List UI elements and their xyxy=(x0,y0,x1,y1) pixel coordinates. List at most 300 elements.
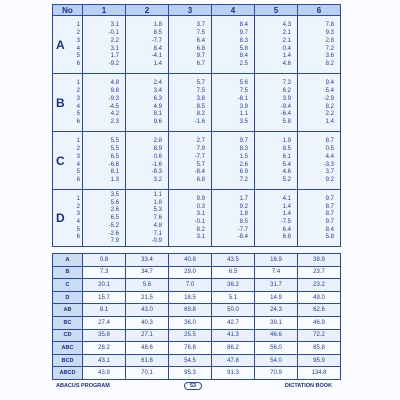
problem-cell xyxy=(126,74,169,132)
dictation-number: 6.5 xyxy=(110,215,119,222)
dictation-number: 3.9 xyxy=(282,95,291,102)
summary-row xyxy=(53,367,341,380)
dictation-number: 1.4 xyxy=(282,211,291,218)
summary-value: 54.5 xyxy=(169,354,212,367)
dictation-number: 7.1 xyxy=(153,230,162,237)
dictation-number: 8.2 xyxy=(325,103,334,110)
dictation-number: 8.5 xyxy=(153,30,162,37)
dictation-number: 5.6 xyxy=(239,80,248,87)
dictation-number: 6.5 xyxy=(110,153,119,160)
summary-label: B xyxy=(53,266,83,279)
dictation-number: 0.5 xyxy=(325,146,334,153)
summary-value: 27.1 xyxy=(126,329,169,342)
summary-value: 35.8 xyxy=(83,329,126,342)
dictation-number: 1.8 xyxy=(153,199,162,206)
question-index: 2 xyxy=(76,88,80,95)
dictation-number: 1.1 xyxy=(239,111,248,118)
dictation-number: 8.2 xyxy=(196,111,205,118)
problem-cell xyxy=(126,190,169,247)
dictation-number: 9.7 xyxy=(239,30,248,37)
question-index: 6 xyxy=(76,176,80,183)
dictation-number: 8.1 xyxy=(153,111,162,118)
dictation-number: 8.5 xyxy=(239,218,248,225)
dictation-number: 9.7 xyxy=(325,218,334,225)
question-index: 6 xyxy=(76,118,80,125)
problem-cell xyxy=(255,190,298,247)
block-label-cell xyxy=(53,132,83,190)
dictation-number: -1.6 xyxy=(151,161,162,168)
dictation-number: 5.3 xyxy=(153,207,162,214)
dictation-number: 9.7 xyxy=(325,195,334,202)
dictation-number: 1.7 xyxy=(110,53,119,60)
dictation-number: 3.8 xyxy=(196,95,205,102)
summary-value: 86.2 xyxy=(212,342,255,355)
dictation-number: 6.1 xyxy=(282,153,291,160)
dictation-number: 4.3 xyxy=(282,22,291,29)
problem-cell xyxy=(212,74,255,132)
dictation-number: 8.5 xyxy=(196,103,205,110)
dictation-number: 3.7 xyxy=(325,169,334,176)
dictation-number: 5.4 xyxy=(282,161,291,168)
dictation-number: 2.4 xyxy=(153,80,162,87)
question-index: 6 xyxy=(76,60,80,67)
summary-value: 62.6 xyxy=(298,304,341,317)
dictation-number: 7.8 xyxy=(325,22,334,29)
dictation-number: 5.5 xyxy=(110,138,119,145)
dictation-number: 9.2 xyxy=(325,176,334,183)
question-index: 1 xyxy=(76,22,80,29)
summary-value: 24.3 xyxy=(255,304,298,317)
dictation-number: 5.2 xyxy=(282,176,291,183)
summary-value: 49.0 xyxy=(298,291,341,304)
header-col-3: 3 xyxy=(169,5,212,16)
question-index: 3 xyxy=(76,211,80,218)
summary-row xyxy=(53,329,341,342)
dictation-number: 9.4 xyxy=(325,80,334,87)
dictation-number: -0.1 xyxy=(194,218,205,225)
dictation-number: 7.5 xyxy=(196,30,205,37)
summary-table xyxy=(52,253,341,380)
dictation-number: 2.5 xyxy=(239,60,248,67)
dictation-number: 3.2 xyxy=(153,176,162,183)
dictation-number: 1.4 xyxy=(282,203,291,210)
question-index: 2 xyxy=(76,30,80,37)
dictation-number: -4.5 xyxy=(108,103,119,110)
dictation-number: 1.4 xyxy=(153,60,162,67)
dictation-number: -8.1 xyxy=(237,95,248,102)
summary-value: 42.7 xyxy=(212,316,255,329)
summary-value: 134.8 xyxy=(298,367,341,380)
problem-cell xyxy=(169,74,212,132)
summary-value: 46.9 xyxy=(298,316,341,329)
dictation-number: 1.8 xyxy=(239,211,248,218)
dictation-number: 1.4 xyxy=(325,118,334,125)
dictation-number: 6.9 xyxy=(239,169,248,176)
dictation-number: 3.1 xyxy=(110,22,119,29)
question-index: 5 xyxy=(76,111,80,118)
dictation-number: 8.7 xyxy=(325,203,334,210)
question-index: 3 xyxy=(76,37,80,44)
dictation-number: 5.6 xyxy=(110,199,119,206)
summary-value: 27.4 xyxy=(83,316,126,329)
dictation-number: -8.4 xyxy=(194,169,205,176)
summary-value: 7.3 xyxy=(83,266,126,279)
dictation-number: 3.1 xyxy=(196,234,205,241)
dictation-number: 6.8 xyxy=(282,234,291,241)
dictation-number: 8.7 xyxy=(325,211,334,218)
question-index: 2 xyxy=(76,146,80,153)
dictation-number: -9.4 xyxy=(280,103,291,110)
summary-label: CD xyxy=(53,329,83,342)
dictation-number: 8.4 xyxy=(325,226,334,233)
dictation-number: 3.5 xyxy=(110,192,119,198)
summary-value: 43.9 xyxy=(83,367,126,380)
dictation-number: 3.1 xyxy=(196,211,205,218)
block-label-cell xyxy=(53,16,83,74)
question-index-list xyxy=(65,136,82,184)
summary-value: 69.8 xyxy=(169,304,212,317)
summary-value: 7.0 xyxy=(169,279,212,292)
summary-value: 46.6 xyxy=(255,329,298,342)
summary-value: 76.8 xyxy=(169,342,212,355)
question-index: 1 xyxy=(76,80,80,87)
summary-value: 43.0 xyxy=(126,304,169,317)
summary-value: 61.8 xyxy=(126,354,169,367)
summary-row xyxy=(53,316,341,329)
dictation-number: 8.2 xyxy=(325,60,334,67)
dictation-number: -6.8 xyxy=(108,161,119,168)
summary-value: 5.1 xyxy=(212,291,255,304)
question-index: 5 xyxy=(76,53,80,60)
dictation-number: -1.6 xyxy=(194,118,205,125)
dictation-number: 4.8 xyxy=(110,80,119,87)
summary-label: BCD xyxy=(53,354,83,367)
dictation-number: -2.6 xyxy=(108,230,119,237)
summary-value: 50.0 xyxy=(212,304,255,317)
summary-value: 70.9 xyxy=(255,367,298,380)
question-index: 1 xyxy=(76,138,80,145)
summary-value: 21.5 xyxy=(126,291,169,304)
dictation-number: -7.7 xyxy=(151,37,162,44)
dictation-number: 2.7 xyxy=(196,138,205,145)
dictation-number: 7.9 xyxy=(196,146,205,153)
dictation-number: 5.5 xyxy=(110,146,119,153)
dictation-number: 5.8 xyxy=(239,45,248,52)
dictation-number: 3.6 xyxy=(325,53,334,60)
dictation-number: 2.2 xyxy=(110,37,119,44)
summary-value: 18.5 xyxy=(169,291,212,304)
dictation-number: 3.1 xyxy=(110,45,119,52)
dictation-number: 6.3 xyxy=(153,95,162,102)
problem-cell xyxy=(298,16,341,74)
problem-cell xyxy=(169,132,212,190)
summary-value: 43.5 xyxy=(212,254,255,267)
footer-program: ABACUS PROGRAM xyxy=(56,383,110,389)
summary-label: AB xyxy=(53,304,83,317)
summary-row xyxy=(53,304,341,317)
dictation-number: 8.2 xyxy=(196,226,205,233)
dictation-number: 6.8 xyxy=(196,45,205,52)
summary-value: 0.8 xyxy=(83,254,126,267)
dictation-number: -9.2 xyxy=(108,60,119,67)
summary-label: ABCD xyxy=(53,367,83,380)
dictation-number: -7.7 xyxy=(194,153,205,160)
dictation-number: -0.9 xyxy=(151,238,162,245)
dictation-number: -0.1 xyxy=(108,30,119,37)
dictation-number: 8.4 xyxy=(153,45,162,52)
header-no: No xyxy=(53,5,83,16)
summary-value: 28.2 xyxy=(83,342,126,355)
summary-value: 41.3 xyxy=(212,329,255,342)
dictation-number: 1.9 xyxy=(282,138,291,145)
summary-value: 47.8 xyxy=(212,354,255,367)
problem-cell xyxy=(83,132,126,190)
summary-value: 95.3 xyxy=(169,367,212,380)
dictation-number: 6.4 xyxy=(196,37,205,44)
summary-label: A xyxy=(53,254,83,267)
dictation-number: 6.2 xyxy=(282,88,291,95)
question-index: 5 xyxy=(76,169,80,176)
dictation-number: 7.2 xyxy=(239,176,248,183)
dictation-number: 0.4 xyxy=(282,45,291,52)
dictation-number: 1.5 xyxy=(239,153,248,160)
dictation-number: 4.1 xyxy=(282,195,291,202)
header-col-2: 2 xyxy=(126,5,169,16)
dictation-number: 8.5 xyxy=(282,146,291,153)
dictation-number: 9.3 xyxy=(325,30,334,37)
summary-value: 54.0 xyxy=(255,354,298,367)
question-index: 1 xyxy=(76,195,80,202)
page-number: 53 xyxy=(184,382,202,390)
question-index: 4 xyxy=(76,218,80,225)
summary-value: 16.9 xyxy=(255,254,298,267)
dictation-number: 5.8 xyxy=(325,234,334,241)
header-col-1: 1 xyxy=(83,5,126,16)
block-row-d xyxy=(53,190,341,247)
question-index: 3 xyxy=(76,153,80,160)
dictation-number: 1.3 xyxy=(110,176,119,183)
summary-value: 36.2 xyxy=(212,279,255,292)
dictation-number: -2.9 xyxy=(323,95,334,102)
dictation-number: 1.1 xyxy=(153,192,162,198)
summary-value: 34.7 xyxy=(126,266,169,279)
dictation-number: 9.9 xyxy=(196,195,205,202)
summary-value: 29.0 xyxy=(169,266,212,279)
summary-value: 31.7 xyxy=(255,279,298,292)
dictation-number: 6.4 xyxy=(282,226,291,233)
dictation-number: 7.2 xyxy=(325,45,334,52)
dictation-number: 4.2 xyxy=(110,111,119,118)
dictation-number: 0.6 xyxy=(153,153,162,160)
question-index: 4 xyxy=(76,103,80,110)
summary-label: C xyxy=(53,279,83,292)
summary-value: 85.8 xyxy=(298,342,341,355)
dictation-number: 4.4 xyxy=(325,153,334,160)
question-index: 4 xyxy=(76,161,80,168)
summary-value: 6.5 xyxy=(212,266,255,279)
problem-cell xyxy=(169,16,212,74)
summary-value: 33.4 xyxy=(126,254,169,267)
problem-cell xyxy=(255,16,298,74)
summary-value: 23.7 xyxy=(298,266,341,279)
dictation-number: 8.9 xyxy=(153,146,162,153)
dictation-number: 1.4 xyxy=(282,53,291,60)
block-label-cell xyxy=(53,190,83,247)
dictation-number: 6.7 xyxy=(196,60,205,67)
dictation-number: 7.6 xyxy=(153,215,162,222)
dictation-number: 9.6 xyxy=(153,118,162,125)
dictation-number: 7.9 xyxy=(110,238,119,245)
dictation-number: 8.1 xyxy=(110,169,119,176)
dictation-number: 8.3 xyxy=(239,37,248,44)
block-letter: D xyxy=(56,210,65,225)
problem-cell xyxy=(255,74,298,132)
problem-cell xyxy=(298,132,341,190)
header-col-4: 4 xyxy=(212,5,255,16)
header-row xyxy=(53,5,341,16)
block-letter: A xyxy=(56,37,65,52)
dictation-number: 2.8 xyxy=(153,138,162,145)
dictation-table xyxy=(52,4,341,247)
dictation-number: 5.8 xyxy=(282,118,291,125)
block-row-b xyxy=(53,74,341,132)
question-index-list xyxy=(65,194,82,242)
summary-value: 5.6 xyxy=(126,279,169,292)
problem-cell xyxy=(212,132,255,190)
summary-row xyxy=(53,254,341,267)
summary-value: 43.1 xyxy=(83,354,126,367)
dictation-number: -3.3 xyxy=(323,161,334,168)
summary-row xyxy=(53,266,341,279)
dictation-number: 9.7 xyxy=(196,53,205,60)
dictation-number: 4.8 xyxy=(153,222,162,229)
dictation-number: 8.7 xyxy=(325,138,334,145)
summary-row xyxy=(53,342,341,355)
summary-value: 8.1 xyxy=(83,304,126,317)
summary-value: 38.9 xyxy=(298,254,341,267)
dictation-number: 3.4 xyxy=(153,88,162,95)
summary-label: ABC xyxy=(53,342,83,355)
summary-row xyxy=(53,279,341,292)
problem-cell xyxy=(126,16,169,74)
dictation-number: 2.6 xyxy=(110,207,119,214)
dictation-number: 2.1 xyxy=(282,30,291,37)
summary-value: 25.5 xyxy=(169,329,212,342)
question-index: 2 xyxy=(76,203,80,210)
dictation-number: -8.3 xyxy=(151,169,162,176)
summary-value: 70.1 xyxy=(126,367,169,380)
dictation-number: 4.6 xyxy=(282,169,291,176)
dictation-number: 7.5 xyxy=(196,88,205,95)
dictation-number: 8.4 xyxy=(239,53,248,60)
problem-cell xyxy=(83,190,126,247)
dictation-number: 1.8 xyxy=(153,22,162,29)
problem-cell xyxy=(83,74,126,132)
dictation-number: 4.9 xyxy=(153,103,162,110)
footer-book: DICTATION BOOK xyxy=(284,383,332,389)
block-row-a xyxy=(53,16,341,74)
dictation-number: -7.5 xyxy=(280,218,291,225)
block-row-c xyxy=(53,132,341,190)
block-letter: B xyxy=(56,95,65,110)
problem-cell xyxy=(298,190,341,247)
dictation-number: 6.8 xyxy=(196,176,205,183)
block-label-cell xyxy=(53,74,83,132)
summary-value: 7.4 xyxy=(255,266,298,279)
dictation-number: 2.8 xyxy=(325,37,334,44)
dictation-number: -5.2 xyxy=(108,222,119,229)
summary-value: 39.1 xyxy=(255,316,298,329)
dictation-number: -7.7 xyxy=(237,226,248,233)
summary-label: BC xyxy=(53,316,83,329)
problem-cell xyxy=(126,132,169,190)
header-col-6: 6 xyxy=(298,5,341,16)
dictation-number: -6.4 xyxy=(280,111,291,118)
summary-value: 95.9 xyxy=(298,354,341,367)
dictation-number: 1.7 xyxy=(239,195,248,202)
problem-cell xyxy=(212,190,255,247)
summary-row xyxy=(53,354,341,367)
dictation-number: 5.4 xyxy=(325,88,334,95)
summary-row xyxy=(53,291,341,304)
question-index-list xyxy=(65,20,82,68)
dictation-number: 4.6 xyxy=(282,60,291,67)
dictation-number: 7.3 xyxy=(282,80,291,87)
dictation-number: 2.2 xyxy=(325,111,334,118)
problem-cell xyxy=(169,190,212,247)
question-index: 5 xyxy=(76,226,80,233)
summary-label: D xyxy=(53,291,83,304)
problem-cell xyxy=(255,132,298,190)
dictation-number: 5.7 xyxy=(196,161,205,168)
problem-cell xyxy=(298,74,341,132)
dictation-number: 3.7 xyxy=(196,22,205,29)
summary-value: 15.7 xyxy=(83,291,126,304)
dictation-number: 7.5 xyxy=(239,88,248,95)
problem-cell xyxy=(212,16,255,74)
dictation-number: 9.2 xyxy=(239,203,248,210)
question-index: 3 xyxy=(76,95,80,102)
question-index: 4 xyxy=(76,45,80,52)
dictation-number: 2.3 xyxy=(110,118,119,125)
question-index-list xyxy=(65,78,82,126)
dictation-number: 5.7 xyxy=(196,80,205,87)
dictation-number: -8.4 xyxy=(237,234,248,241)
summary-value: 23.2 xyxy=(298,279,341,292)
dictation-number: 9.8 xyxy=(110,88,119,95)
summary-value: 48.6 xyxy=(126,342,169,355)
summary-value: 40.8 xyxy=(169,254,212,267)
problem-cell xyxy=(83,16,126,74)
dictation-number: 3.9 xyxy=(239,103,248,110)
dictation-number: 9.7 xyxy=(239,138,248,145)
dictation-number: 8.4 xyxy=(239,22,248,29)
summary-value: 72.2 xyxy=(298,329,341,342)
summary-value: 20.1 xyxy=(83,279,126,292)
question-index: 6 xyxy=(76,234,80,241)
summary-value: 91.3 xyxy=(212,367,255,380)
header-col-5: 5 xyxy=(255,5,298,16)
summary-value: 40.3 xyxy=(126,316,169,329)
summary-value: 14.9 xyxy=(255,291,298,304)
dictation-number: -4.1 xyxy=(151,53,162,60)
dictation-number: 0.3 xyxy=(196,203,205,210)
summary-value: 56.0 xyxy=(255,342,298,355)
dictation-number: 3.5 xyxy=(239,118,248,125)
summary-value: 36.0 xyxy=(169,316,212,329)
dictation-number: -9.3 xyxy=(108,95,119,102)
dictation-number: 2.6 xyxy=(239,161,248,168)
